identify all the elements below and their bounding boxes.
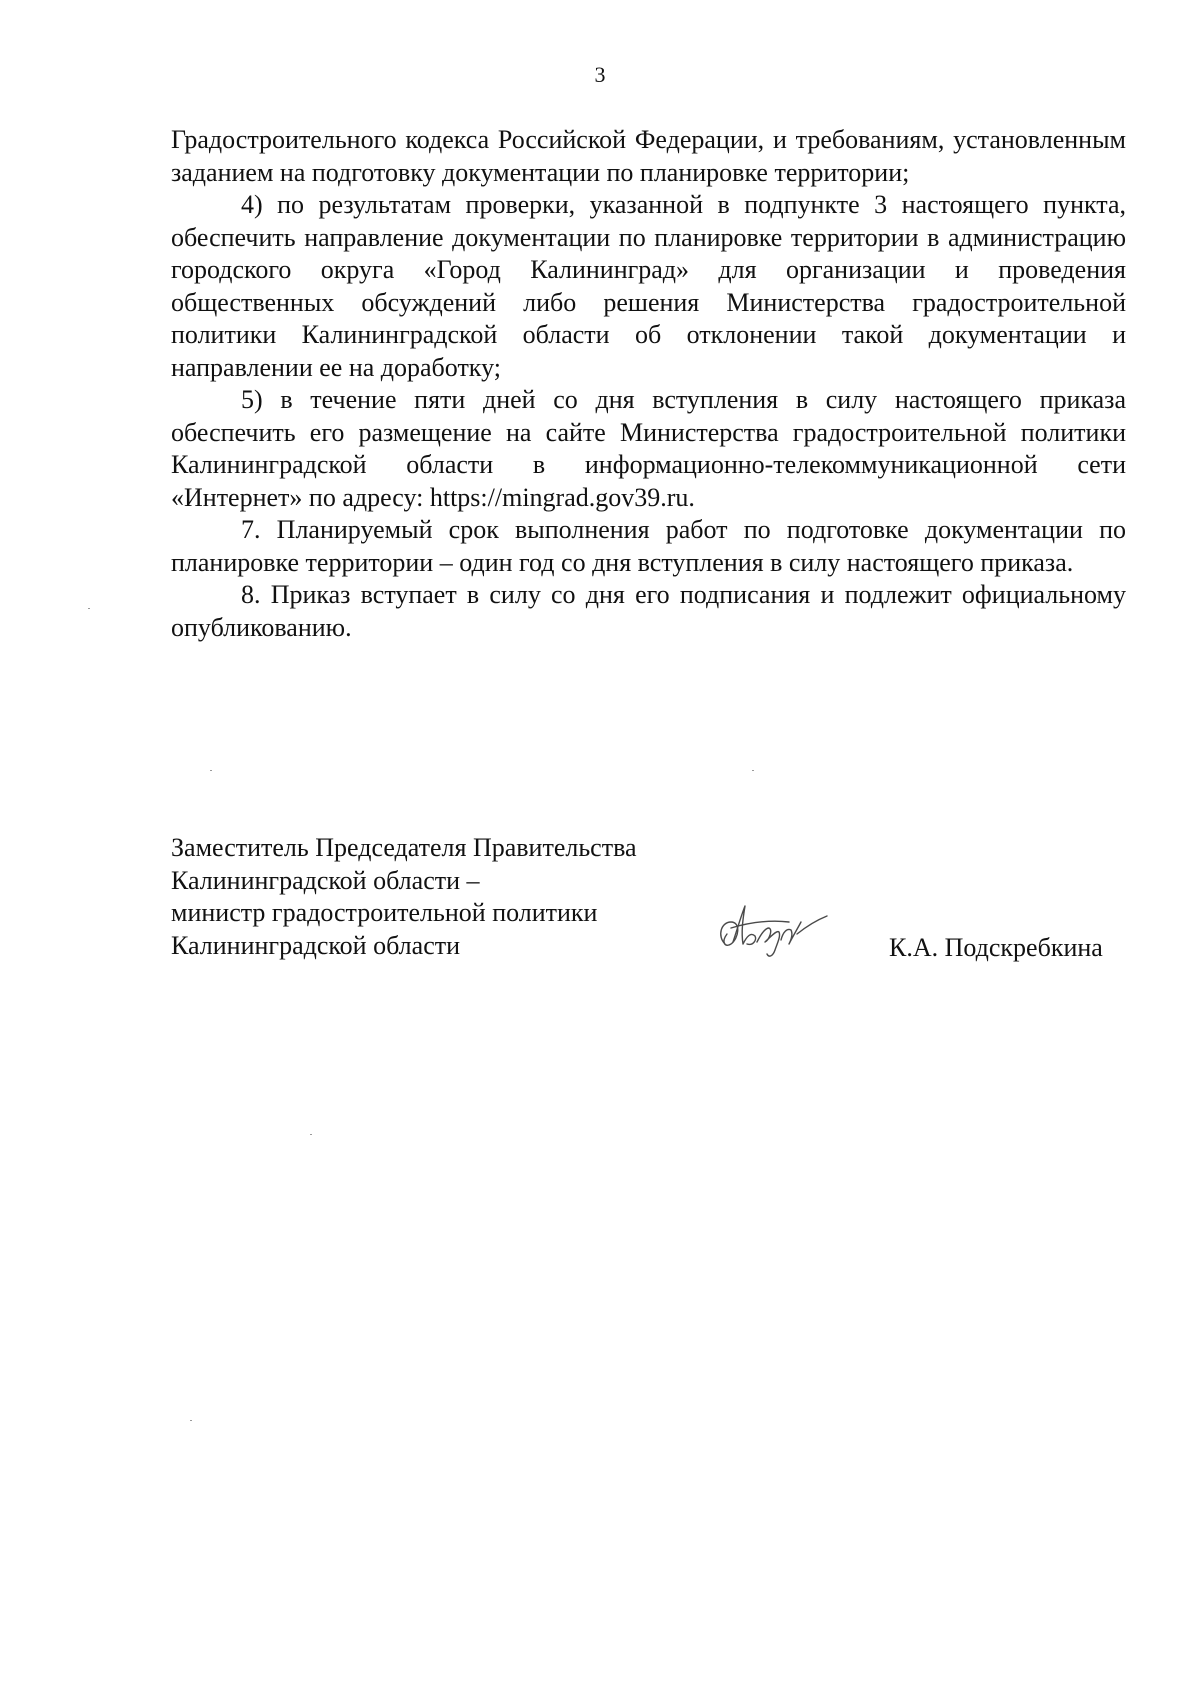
page-number: 3 [594,62,606,87]
scan-speck [310,1134,312,1135]
signatory-position [171,832,637,962]
handwritten-signature [711,892,831,962]
paragraph-item-8: 8. Приказ вступает в силу со дня его подписания и подлежит официальному опубликованию. [171,580,1126,642]
signatory-position-line: министр градостроительной политики [171,898,598,927]
document-body [171,124,1126,644]
scan-speck [210,770,212,771]
scan-speck [88,608,90,609]
signature-block [171,832,1126,972]
paragraph-item-5: 5) в течение пяти дней со дня вступления в силу настоящего приказа обеспечить его размещение на сайте Министерства градостроительной политики Калининградской области в информационно-телекоммуникационной сети «Интернет» по адресу: https://mingrad.gov39.ru. [171,385,1126,512]
paragraph-continuation: Градостроительного кодекса Российской Федерации, и требованиям, установленным заданием на подготовку документации по планировке территории; [171,125,1126,187]
signatory-position-line: Калининградской области – [171,865,480,895]
signatory-name: К.А. Подскребкина [889,933,1103,962]
paragraph-item-7: 7. Планируемый срок выполнения работ по подготовке документации по планировке территории – один год со дня вступления в силу настоящего приказа. [171,515,1126,577]
signatory-position-line: Заместитель Председателя Правительства [171,833,637,862]
scan-speck [752,770,754,771]
paragraph-item-4: 4) по результатам проверки, указанной в подпункте 3 настоящего пункта, обеспечить направление документации по планировке территории в администрацию городского округа «Город Калининград» для организации и проведения общественных обсуждений либо решения Министерства градостроительной политики Калининградской области об отклонении такой документации и направлении ее на доработку; [171,190,1126,382]
signatory-position-line: Калининградской области [171,930,461,960]
scan-speck [190,1420,192,1421]
